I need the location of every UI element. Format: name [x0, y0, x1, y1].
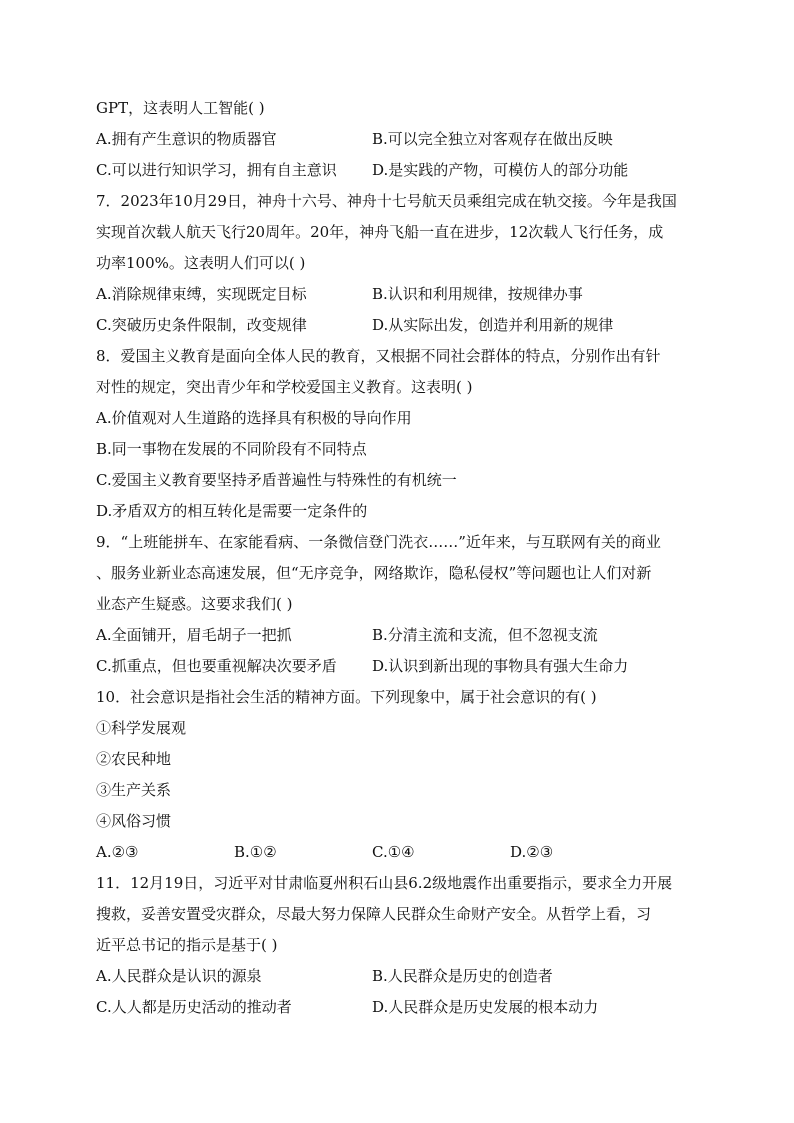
q6-option-d[interactable]: D.是实践的产物，可模仿人的部分功能 [372, 161, 629, 179]
q8-stem-line-2: 对性的规定，突出青少年和学校爱国主义教育。这表明( ) [96, 378, 473, 396]
q7-option-c[interactable]: C.突破历史条件限制，改变规律 [96, 316, 307, 334]
q8-option-a[interactable]: A.价值观对人生道路的选择具有积极的导向作用 [96, 409, 412, 427]
q11-options-row-1 [96, 961, 706, 992]
q11-stem-line-2: 搜救，妥善安置受灾群众，尽最大努力保障人民群众生命财产安全。从哲学上看，习 [96, 905, 652, 923]
q10-option-a[interactable]: A.②③ [96, 843, 139, 861]
q9-stem-line-1: 9．“上班能拼车、在家能看病、一条微信登门洗衣……”近年来，与互联网有关的商业 [96, 533, 661, 551]
q11-option-a[interactable]: A.人民群众是认识的源泉 [96, 967, 262, 985]
q9-option-a[interactable]: A.全面铺开，眉毛胡子一把抓 [96, 626, 292, 644]
q7-stem-line-2: 实现首次载人航天飞行20周年。20年，神舟飞船一直在进步，12次载人飞行任务，成 [96, 223, 664, 241]
q7-stem-line-1: 7．2023年10月29日，神舟十六号、神舟十七号航天员乘组完成在轨交接。今年是我国 [96, 192, 677, 210]
q8-option-c[interactable]: C.爱国主义教育要坚持矛盾普遍性与特殊性的有机统一 [96, 471, 457, 489]
q6-options-row-1 [96, 124, 706, 155]
q11-option-b[interactable]: B.人民群众是历史的创造者 [372, 967, 553, 985]
q7-option-a[interactable]: A.消除规律束缚，实现既定目标 [96, 285, 307, 303]
q6-option-b[interactable]: B.可以完全独立对客观存在做出反映 [372, 130, 613, 148]
q10-item-1: ①科学发展观 [96, 719, 187, 737]
q10-stem: 10．社会意识是指社会生活的精神方面。下列现象中，属于社会意识的有( ) [96, 688, 597, 706]
q7-stem-line-3: 功率100%。这表明人们可以( ) [96, 254, 306, 272]
exam-content [96, 93, 706, 1023]
q11-stem-line-1: 11．12月19日，习近平对甘肃临夏州积石山县6.2级地震作出重要指示，要求全力开展 [96, 874, 673, 892]
q6-option-c[interactable]: C.可以进行知识学习，拥有自主意识 [96, 161, 337, 179]
q7-option-d[interactable]: D.从实际出发，创造并利用新的规律 [372, 316, 614, 334]
q8-option-d[interactable]: D.矛盾双方的相互转化是需要一定条件的 [96, 502, 368, 520]
q10-option-d[interactable]: D.②③ [510, 843, 554, 861]
q6-stem-tail: GPT，这表明人工智能( ) [96, 99, 265, 117]
q7-options-row-1 [96, 279, 706, 310]
q10-option-c[interactable]: C.①④ [372, 843, 415, 861]
q8-option-b[interactable]: B.同一事物在发展的不同阶段有不同特点 [96, 440, 367, 458]
q7-option-b[interactable]: B.认识和利用规律，按规律办事 [372, 285, 583, 303]
q10-option-b[interactable]: B.①② [234, 843, 277, 861]
q9-options-row-2 [96, 651, 706, 682]
q9-stem-line-2: 、服务业新业态高速发展，但“无序竞争，网络欺诈，隐私侵权”等问题也让人们对新 [96, 564, 652, 582]
q8-stem-line-1: 8．爱国主义教育是面向全体人民的教育，又根据不同社会群体的特点，分别作出有针 [96, 347, 661, 365]
q9-option-c[interactable]: C.抓重点，但也要重视解决次要矛盾 [96, 657, 337, 675]
q11-options-row-2 [96, 992, 706, 1023]
q6-option-a[interactable]: A.拥有产生意识的物质器官 [96, 130, 277, 148]
q10-item-2: ②农民种地 [96, 750, 172, 768]
q9-options-row-1 [96, 620, 706, 651]
q6-options-row-2 [96, 155, 706, 186]
q11-option-d[interactable]: D.人民群众是历史发展的根本动力 [372, 998, 599, 1016]
q11-option-c[interactable]: C.人人都是历史活动的推动者 [96, 998, 292, 1016]
q7-options-row-2 [96, 310, 706, 341]
q10-item-3: ③生产关系 [96, 781, 172, 799]
q10-item-4: ④风俗习惯 [96, 812, 172, 830]
q9-stem-line-3: 业态产生疑惑。这要求我们( ) [96, 595, 293, 613]
q9-option-b[interactable]: B.分清主流和支流，但不忽视支流 [372, 626, 598, 644]
q9-option-d[interactable]: D.认识到新出现的事物具有强大生命力 [372, 657, 629, 675]
q11-stem-line-3: 近平总书记的指示是基于( ) [96, 936, 278, 954]
q10-options-row [96, 837, 706, 868]
